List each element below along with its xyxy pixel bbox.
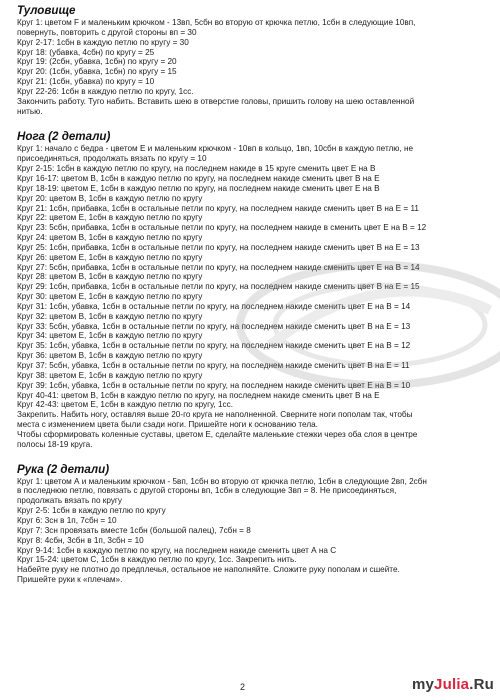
- text-line: Круг 42-43: цветом Е, 1сбн в каждую петлю по кругу, 1сс.: [17, 400, 233, 410]
- text-line: Круг 32: цветом В, 1сбн в каждую петлю по кругу: [17, 311, 203, 321]
- text-line: Круг 37: 5сбн, убавка, 1сбн в остальные петли по кругу, на последнем накиде сменить цвет В на Е = 11: [17, 361, 410, 370]
- section-title-body: Туловище: [17, 4, 76, 17]
- text-line: Пришейте руки к «плечам».: [17, 575, 123, 585]
- text-line: Круг 31: 1сбн, убавка, 1сбн в остальные петли по кругу, на последнем накиде сменить цвет Е на В = 14: [17, 301, 411, 311]
- text-line: Круг 19: (2сбн, убавка, 1сбн) по кругу = 20: [17, 57, 177, 67]
- text-line: Круг 21: (1сбн, убавка) по кругу = 10: [17, 77, 155, 87]
- section-leg: [17, 130, 495, 449]
- text-line: Закончить работу. Туго набить. Вставить шею в отверстие головы, пришить голову на шею оставленной: [17, 96, 415, 106]
- site-brand-logo[interactable]: [412, 676, 494, 693]
- text-line: в последнюю петлю, повязать с другой стороны вп, 1сбн в следующие 3вп = 8. Не присоединяться,: [17, 486, 397, 496]
- text-line: Круг 23: 5сбн, прибавка, 1сбн в остальные петли по кругу, на последнем накиде в сменить цвет Е на В = 12: [17, 223, 427, 233]
- section-title-arm: Рука (2 детали): [17, 462, 110, 476]
- text-line: Круг 2-17: 1сбн в каждую петлю по кругу = 30: [17, 37, 189, 47]
- text-line: Круг 28: цветом В, 1сбн в каждую петлю по кругу: [17, 272, 203, 282]
- text-line: Круг 26: цветом Е, 1сбн в каждую петлю по кругу: [17, 252, 203, 262]
- text-line: Круг 40-41: цветом В, 1сбн в каждую петлю по кругу, на последнем накиде сменить цвет В на Е: [17, 390, 380, 400]
- text-line: Круг 24: цветом В, 1сбн в каждую петлю по кругу: [17, 233, 203, 243]
- text-line: Круг 20: (1сбн, убавка, 1сбн) по кругу = 15: [17, 67, 177, 77]
- text-line: Круг 15-24: цветом С, 1сбн в каждую петлю по кругу, 1сс. Закрепить нить.: [17, 555, 297, 565]
- text-line: Закрепить. Набить ногу, оставляя выше 20-го круга не наполненной. Сверните ноги пополам так, чтобы: [17, 410, 413, 420]
- text-line: Круг 2-15: 1сбн в каждую петлю по кругу, на последнем накиде в 15 круге сменить цвет Е на В: [17, 164, 376, 174]
- text-line: Круг 21: 1сбн, прибавка, 1сбн в остальные петли по кругу, на последнем накиде сменить цвет В на Е = 11: [17, 203, 419, 213]
- document-page: [17, 4, 495, 585]
- text-line: продолжать вязать по кругу: [17, 496, 123, 506]
- brand-part-julia: Julia: [434, 676, 470, 693]
- text-line: Круг 33: 5сбн, убавка, 1сбн в остальные петли по кругу, на последнем накиде сменить цвет В на Е = 13: [17, 321, 411, 331]
- text-line: Круг 8: 4сбн, 3сбн в 1п, 3сбн = 10: [17, 535, 144, 545]
- text-line: Круг 34: цветом Е, 1сбн в каждую петлю по кругу: [17, 331, 203, 341]
- text-line: Круг 6: 3сн в 1п, 7сбн = 10: [17, 515, 117, 525]
- text-line: Круг 1: цветом F и маленьким крючком - 13вп, 5сбн во вторую от крючка петлю, 1сбн в следующие 10вп,: [17, 18, 416, 27]
- text-line: Круг 1: цветом А и маленьким крючком - 5вп, 1сбн во вторую от крючка петлю, 1сбн в следующие 2вп, 2сбн: [17, 476, 427, 486]
- text-line: Круг 30: цветом Е, 1сбн в каждую петлю по кругу: [17, 292, 203, 302]
- text-line: Круг 22: цветом Е, 1сбн в каждую петлю по кругу: [17, 213, 203, 223]
- brand-part-ru: .Ru: [469, 676, 494, 693]
- text-line: полосы 18-19 круга.: [17, 439, 93, 449]
- text-line: Круг 20: цветом В, 1сбн в каждую петлю по кругу: [17, 193, 203, 203]
- brand-part-my: my: [411, 676, 435, 693]
- section-arm: [17, 463, 495, 585]
- text-line: Круг 16-17: цветом В, 1сбн в каждую петлю по кругу, на последнем накиде сменить цвет В на Е: [17, 173, 380, 183]
- text-line: Круг 2-5: 1сбн в каждую петлю по кругу: [17, 506, 166, 516]
- text-line: Круг 29: 1сбн, прибавка, 1сбн в остальные петли по кругу, на последнем накиде сменить цвет В на Е = 15: [17, 282, 420, 292]
- text-line: Круг 18: (убавка, 4сбн) по кругу = 25: [17, 47, 155, 57]
- text-line: Круг 38: цветом Е, 1сбн в каждую петлю по кругу: [17, 370, 203, 380]
- section-lines-body: [17, 18, 495, 116]
- text-line: Круг 27: 5сбн, прибавка, 1сбн в остальные петли по кругу, на последнем накиде сменить цвет Е на В = 14: [17, 262, 420, 272]
- text-line: нитью.: [17, 106, 43, 116]
- text-line: места с изменением цвета были сзади ноги. Пришейте ноги к основанию тела.: [17, 420, 318, 430]
- text-line: Круг 18-19: цветом Е, 1сбн в каждую петлю по кругу, на последнем накиде сменить цвет Е на В: [17, 183, 380, 193]
- text-line: присоединяться, продолжать вязать по кругу = 10: [17, 154, 207, 164]
- text-line: Круг 25: 1сбн, прибавка, 1сбн в остальные петли по кругу, на последнем накиде сменить цвет В на Е = 13: [17, 242, 420, 252]
- text-line: Круг 39: 1сбн, убавка, 1сбн в остальные петли по кругу, на последнем накиде сменить цвет Е на В = 10: [17, 380, 411, 390]
- text-line: Круг 22-26: 1сбн в каждую петлю по кругу, 1сс.: [17, 86, 194, 96]
- section-lines-leg: [17, 144, 495, 449]
- section-lines-arm: [17, 477, 495, 585]
- page-number: 2: [240, 682, 246, 692]
- text-line: повернуть, повторить с другой стороны вп = 30: [17, 27, 197, 37]
- text-line: Круг 1: начало с бедра - цветом Е и маленьким крючком - 10вп в кольцо, 1вп, 10сбн в каждую петлю, не: [17, 144, 414, 154]
- text-line: Круг 35: 1сбн, убавка, 1сбн в остальные петли по кругу, на последнем накиде сменить цвет Е на В = 12: [17, 341, 411, 351]
- section-body: [17, 4, 495, 116]
- text-line: Круг 36: цветом В, 1сбн в каждую петлю по кругу: [17, 351, 203, 361]
- text-line: Круг 7: 3сн провязать вместе 1сбн (большой палец), 7сбн = 8: [17, 525, 251, 535]
- text-line: Чтобы сформировать коленные суставы, цветом Е, сделайте маленькие стежки через оба слоя в центре: [17, 429, 418, 439]
- section-title-leg: Нога (2 детали): [17, 130, 111, 144]
- text-line: Набейте руку не плотно до предплечья, остальное не наполняйте. Сложите руку пополам и сшейте.: [17, 565, 400, 575]
- text-line: Круг 9-14: 1сбн в каждую петлю по кругу, на последнем накиде сменить цвет А на С: [17, 545, 337, 555]
